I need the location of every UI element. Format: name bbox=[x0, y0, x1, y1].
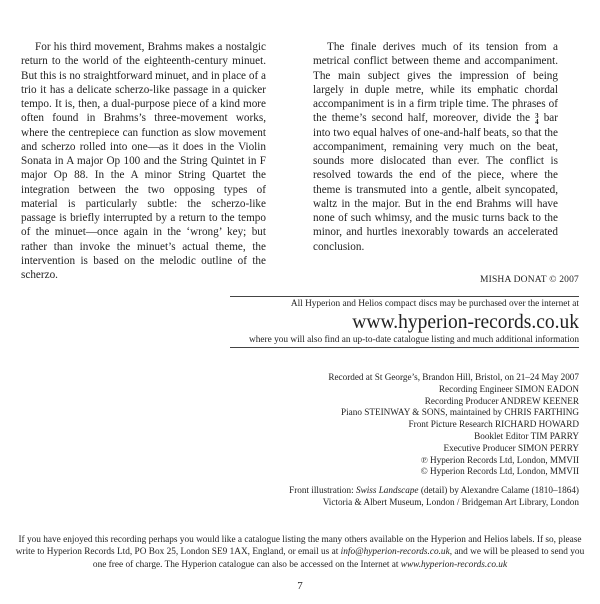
front-illustration-prefix: Front illustration: bbox=[289, 485, 356, 495]
essay-paragraph-left: For his third movement, Brahms makes a nostalgic return to the world of the eighteenth-century minuet. But this is no straightforward minuet, and in place of a trio it has a delicate scherzo-like passage in a quicker tempo. It is, then, a dual-purpose piece of a kind more often found in Brahms’s three-movement works, where the centrepiece can function as slow movement and scherzo rolled into one—as it does in the Violin Sonata in A major Op 100 and the String Quintet in F major Op 88. In the A minor String Quartet the integration between the two opposing types of material is particularly subtle: the scherzo-like passage is briefly interrupted by a return to the tempo of the minuet—once again in the ‘wrong’ key; but rather than invoke the minuet’s actual theme, the intervention is based on the melodic outline of the scherzo. bbox=[21, 41, 266, 281]
credit-line: Executive Producer SIMON PERRY bbox=[443, 442, 579, 453]
credit-line: ℗ Hyperion Records Ltd, London, MMVII bbox=[420, 454, 579, 465]
time-signature-bottom: 4 bbox=[535, 117, 539, 126]
footer-email-link[interactable]: info@hyperion-records.co.uk bbox=[340, 547, 450, 558]
credit-line: © Hyperion Records Ltd, London, MMVII bbox=[420, 466, 579, 477]
credit-line: Booklet Editor TIM PARRY bbox=[474, 430, 579, 441]
page-number: 7 bbox=[297, 580, 303, 592]
credit-line: Piano STEINWAY & SONS, maintained by CHRIS FARTHING bbox=[341, 407, 579, 418]
footer-text-part1: If you have enjoyed this recording perhaps you would like a catalogue listing the many others available on the Hyperion and Helios labels. If so, please write to Hyperion Records Ltd, PO Box 25, London SE9 1AX, England, or email us at bbox=[15, 535, 582, 558]
recording-credits bbox=[328, 372, 579, 478]
front-illustration-credit bbox=[289, 485, 579, 509]
artwork-title: Swiss Landscape bbox=[355, 485, 419, 495]
web-catalogue-note: where you will also find an up-to-date catalogue listing and much additional information bbox=[249, 335, 579, 345]
credit-line: Recorded at St George’s, Brandon Hill, Bristol, on 21–24 May 2007 bbox=[328, 372, 579, 382]
front-illustration-line2: Victoria & Albert Museum, London / Bridgeman Art Library, London bbox=[322, 496, 579, 507]
web-purchase-note: All Hyperion and Helios compact discs may be purchased over the internet at bbox=[290, 299, 579, 309]
front-illustration-line1 bbox=[289, 485, 579, 497]
credit-line: Recording Engineer SIMON EADON bbox=[438, 383, 579, 394]
divider-top bbox=[230, 296, 579, 297]
credit-line: Front Picture Research RICHARD HOWARD bbox=[408, 419, 579, 430]
footer-text-part2: , and we will be pleased to send you one free of charge. The Hyperion catalogue can also be accessed on the Internet at bbox=[92, 547, 585, 570]
essay-text-before-time-signature: The finale derives much of its tension from a metrical conflict between theme and accompaniment. The main subject gives the impression of being largely in duple metre, while its emphatic chordal accompaniment is in a firm triple time. The phrases of the theme’s second half, moreover, divide the bbox=[313, 41, 558, 125]
website-url[interactable]: www.hyperion-records.co.uk bbox=[352, 312, 579, 333]
time-signature-top: 3 bbox=[535, 111, 539, 120]
front-illustration-suffix: (detail) by Alexandre Calame (1810–1864) bbox=[418, 485, 579, 495]
divider-bottom bbox=[230, 347, 579, 348]
essay-paragraph-right bbox=[313, 40, 558, 254]
footer-website-link[interactable]: www.hyperion-records.co.uk bbox=[400, 559, 508, 570]
author-signature: MISHA DONAT © 2007 bbox=[479, 275, 579, 285]
credit-line: Recording Producer ANDREW KEENER bbox=[424, 395, 579, 406]
catalogue-footer-note bbox=[15, 534, 585, 571]
essay-text-after-time-signature: bar into two equal halves of one-and-half beats, so that the accompaniment, remaining very much on the beat, sounds more dislocated than ever. The conflict is resolved towards the end of the piece, where the theme is transmuted into a gentle, albeit syncopated, waltz in the major. But in the end Brahms will have none of such whimsy, and the music turns back to the minor, and hurtles inexorably towards an accelerated conclusion. bbox=[313, 112, 558, 253]
